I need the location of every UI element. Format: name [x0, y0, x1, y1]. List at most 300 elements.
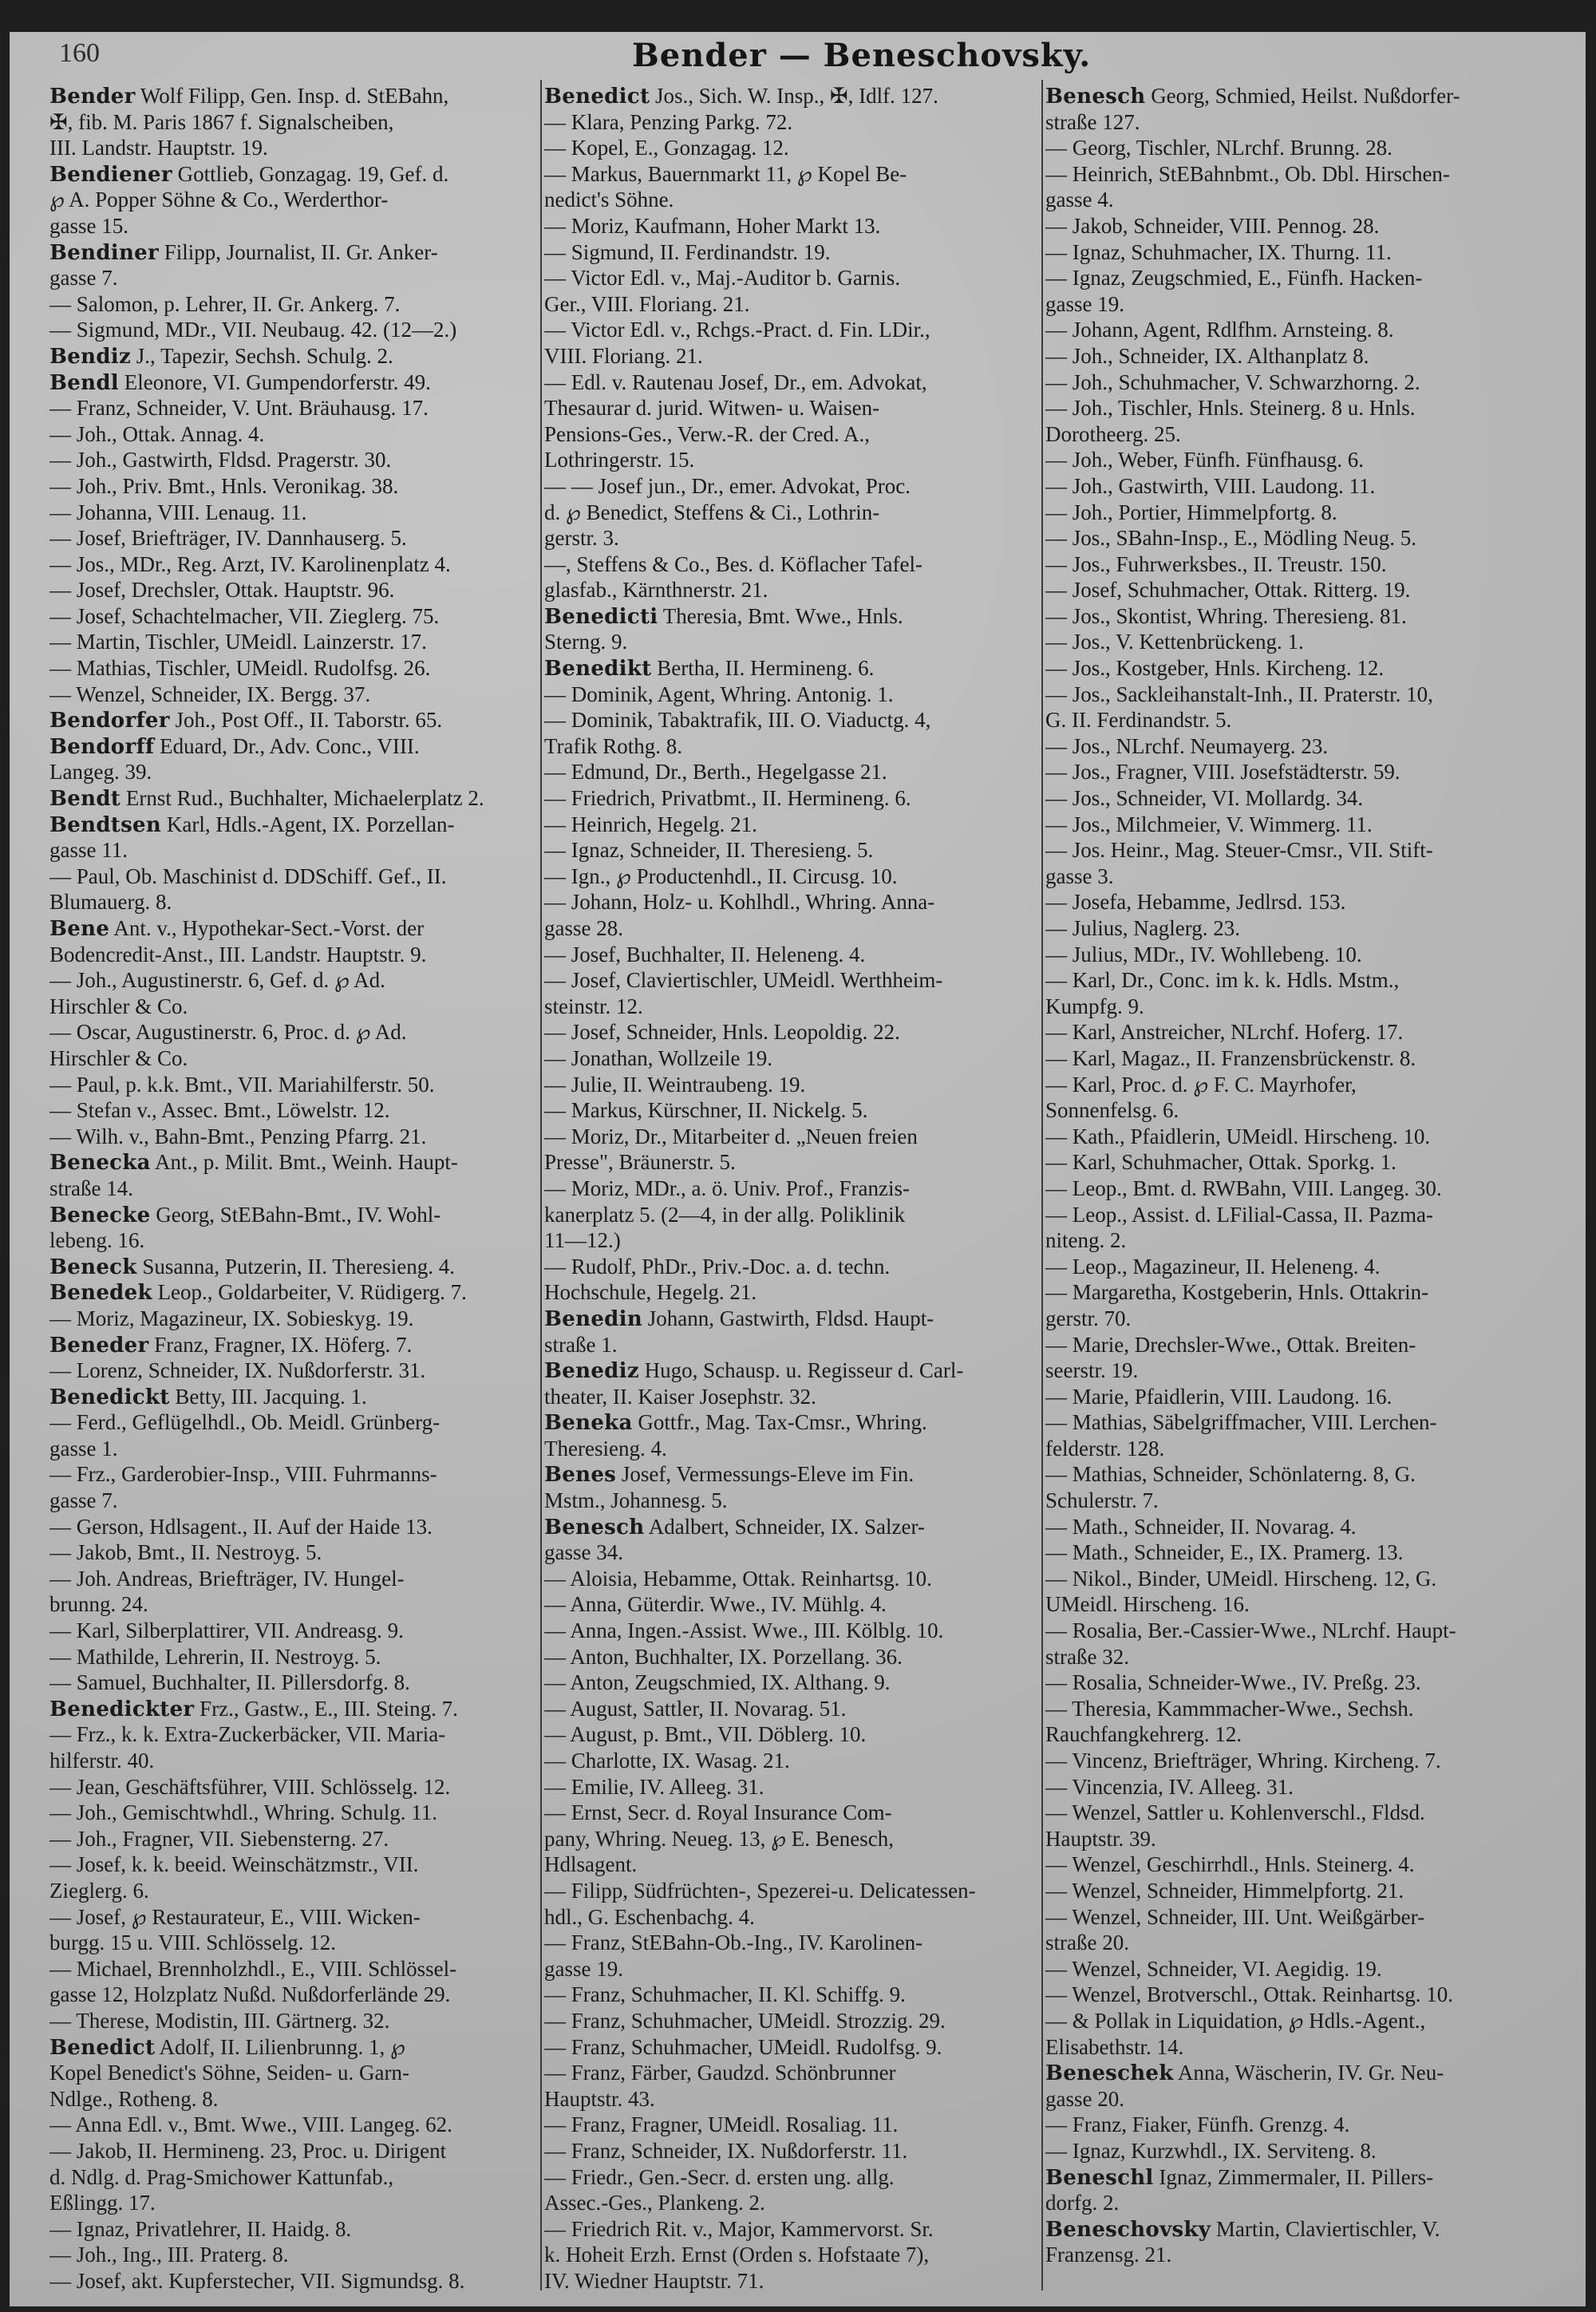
directory-entry-line	[49, 1097, 544, 1124]
directory-entry-line	[49, 551, 544, 578]
entry-text: — Jos., NLrchf. Neumayerg. 23.	[1045, 733, 1329, 758]
directory-entry-line	[1045, 1202, 1572, 1228]
directory-entry-line	[544, 500, 1043, 526]
entry-text: VIII. Floriang. 21.	[544, 343, 703, 368]
directory-entry-line	[1045, 1696, 1572, 1722]
directory-entry-line	[544, 2164, 1043, 2191]
directory-entry-head	[544, 1306, 1043, 1332]
entry-text: — Jos., Sackleihanstalt-Inh., II. Praterstr. 10,	[1045, 682, 1433, 706]
directory-entry-line	[544, 447, 1043, 473]
entry-text: UMeidl. Hirscheng. 16.	[1045, 1592, 1250, 1617]
entry-text: Hirschler & Co.	[49, 1045, 188, 1070]
directory-entry-line	[1045, 135, 1572, 161]
entry-text: — Julie, II. Weintraubeng. 19.	[544, 1072, 806, 1097]
directory-entry-head	[49, 370, 544, 396]
entry-text: — Joh., Weber, Fünfh. Fünfhausg. 6.	[1045, 448, 1364, 472]
entry-text: gasse 11.	[49, 838, 128, 863]
entry-text: straße 14.	[49, 1176, 133, 1200]
entry-text: — Josef, ℘ Restaurateur, E., VIII. Wicken-	[49, 1904, 421, 1929]
directory-entry-line	[1045, 1149, 1572, 1176]
entry-text: straße 1.	[544, 1332, 618, 1357]
entry-text: Presse", Bräunerstr. 5.	[544, 1150, 736, 1175]
entry-text: Pensions-Ges., Verw.-R. der Cred. A.,	[544, 421, 870, 446]
directory-entry-line	[1045, 2086, 1572, 2112]
directory-entry-line	[49, 1878, 544, 1904]
directory-entry-line	[1045, 2190, 1572, 2216]
directory-entry-line	[49, 1956, 544, 1982]
entry-text: — Jakob, II. Hermineng. 23, Proc. u. Dirigent	[49, 2138, 447, 2163]
entry-text: — Jos., Kostgeber, Hnls. Kircheng. 12.	[1045, 656, 1385, 681]
entry-text: — Marie, Pfaidlerin, VIII. Laudong. 16.	[1045, 1384, 1393, 1409]
directory-entry-line	[49, 2216, 544, 2243]
entry-text: — Jakob, Schneider, VIII. Pennog. 28.	[1045, 213, 1380, 238]
directory-entry-line	[1045, 1409, 1572, 1436]
entry-text: III. Landstr. Hauptstr. 19.	[49, 136, 268, 160]
entry-text: — Sigmund, II. Ferdinandstr. 19.	[544, 239, 831, 264]
entry-text: Trafik Rothg. 8.	[544, 733, 683, 758]
entry-text: — Jos., Schneider, VI. Mollardg. 34.	[1045, 786, 1364, 811]
directory-entry-line	[1045, 1227, 1572, 1254]
directory-entry-line	[49, 2008, 544, 2034]
directory-entry-line	[544, 2112, 1043, 2138]
directory-entry-line	[1045, 1748, 1572, 1774]
directory-entry-line	[544, 1384, 1043, 1410]
entry-text: Ndlge., Rotheng. 8.	[49, 2086, 219, 2111]
entry-text: Hdlsagent.	[544, 1852, 638, 1877]
entry-text: niteng. 2.	[1045, 1228, 1127, 1253]
surname-headword: Benes	[544, 1463, 617, 1488]
entry-text: — Moriz, Kaufmann, Hoher Markt 13.	[544, 213, 881, 238]
entry-text: —, Steffens & Co., Bes. d. Köflacher Tafel-	[544, 551, 923, 576]
directory-entry-head	[1045, 83, 1572, 109]
entry-text: — Jos., SBahn-Insp., E., Mödling Neug. 5.	[1045, 526, 1416, 551]
entry-text: steinstr. 12.	[544, 994, 643, 1018]
directory-entry-line	[1045, 2034, 1572, 2061]
directory-entry-line	[49, 967, 544, 994]
entry-text: Elisabethstr. 14.	[1045, 2034, 1184, 2059]
directory-entry-line	[49, 1019, 544, 1045]
directory-entry-line	[544, 629, 1043, 655]
directory-entry-line	[544, 942, 1043, 968]
directory-entry-line	[544, 733, 1043, 760]
entry-text: gasse 28.	[544, 916, 623, 940]
directory-entry-line	[544, 2008, 1043, 2034]
entry-text: — Ignaz, Zeugschmied, E., Fünfh. Hacken-	[1045, 266, 1423, 290]
surname-headword: Bene	[49, 917, 110, 941]
entry-text: burgg. 15 u. VIII. Schlösselg. 12.	[49, 1931, 336, 1955]
directory-entry-head	[49, 239, 544, 266]
directory-entry-line	[544, 343, 1043, 370]
column-3	[1045, 83, 1572, 2268]
entry-text: Kopel Benedict's Söhne, Seiden- u. Garn-	[49, 2061, 410, 2085]
directory-entry-line	[1045, 187, 1572, 213]
surname-headword: Beneck	[49, 1255, 137, 1279]
directory-entry-line	[1045, 2242, 1572, 2268]
entry-text: — Markus, Bauernmarkt 11, ℘ Kopel Be-	[544, 161, 907, 186]
directory-entry-line	[544, 1982, 1043, 2008]
entry-text: — Filipp, Südfrüchten-, Spezerei-u. Delicatessen-	[544, 1878, 976, 1903]
entry-text: — Josef, k. k. beeid. Weinschätzmstr., VII.	[49, 1852, 419, 1877]
directory-entry-line	[49, 837, 544, 864]
directory-entry-line	[544, 1332, 1043, 1358]
surname-headword: Bendtsen	[49, 812, 162, 837]
entry-text: — Samuel, Buchhalter, II. Pillersdorfg. 8.	[49, 1670, 410, 1695]
entry-text: — Mathias, Tischler, UMeidl. Rudolfsg. 26.	[49, 656, 431, 681]
entry-text: — Franz, Schuhmacher, UMeidl. Rudolfsg. 9.	[544, 2034, 942, 2059]
directory-entry-line	[49, 109, 544, 136]
entry-text: — Joh., Portier, Himmelpfortg. 8.	[1045, 500, 1337, 524]
directory-entry-line	[544, 1097, 1043, 1124]
directory-entry-line	[544, 759, 1043, 785]
directory-entry-line	[49, 629, 544, 655]
entry-text: — August, Sattler, II. Novarag. 51.	[544, 1696, 847, 1721]
directory-entry-line	[544, 967, 1043, 994]
entry-text: Hochschule, Hegelg. 21.	[544, 1280, 757, 1305]
entry-text: gasse 1.	[49, 1436, 118, 1460]
directory-entry-line	[49, 1852, 544, 1878]
entry-text: — Michael, Brennholzhdl., E., VIII. Schlössel-	[49, 1956, 457, 1981]
entry-text: — Kath., Pfaidlerin, UMeidl. Hirscheng. 10.	[1045, 1124, 1431, 1148]
entry-text: — Marie, Drechsler-Wwe., Ottak. Breiten-	[1045, 1332, 1416, 1357]
entry-text: — Math., Schneider, E., IX. Pramerg. 13.	[1045, 1540, 1404, 1565]
directory-entry-line	[49, 1670, 544, 1696]
entry-text: lebeng. 16.	[49, 1228, 145, 1253]
surname-headword: Bendiz	[49, 344, 132, 369]
entry-text: Hauptstr. 39.	[1045, 1826, 1156, 1851]
directory-entry-line	[1045, 1045, 1572, 1072]
directory-entry-line	[49, 1436, 544, 1462]
entry-text: Johann, Gastwirth, Fldsd. Haupt-	[642, 1306, 934, 1330]
surname-headword: Benedin	[544, 1306, 643, 1331]
entry-text: — Joh., Tischler, Hnls. Steinerg. 8 u. Hnls.	[1045, 396, 1416, 421]
directory-entry-line	[544, 473, 1043, 500]
entry-text: — Margaretha, Kostgeberin, Hnls. Ottakrin-	[1045, 1280, 1429, 1305]
entry-text: Langeg. 39.	[49, 760, 152, 784]
directory-entry-line	[49, 1800, 544, 1826]
directory-entry-line	[1045, 1826, 1572, 1852]
entry-text: Rauchfangkehrerg. 12.	[1045, 1722, 1242, 1747]
directory-entry-line	[1045, 1254, 1572, 1280]
directory-entry-line	[49, 2268, 544, 2294]
directory-entry-line	[49, 1488, 544, 1514]
entry-text: — Franz, Färber, Gaudzd. Schönbrunner	[544, 2061, 896, 2085]
directory-entry-line	[544, 1488, 1043, 1514]
entry-text: — Therese, Modistin, III. Gärtnerg. 32.	[49, 2008, 390, 2033]
directory-entry-line	[1045, 1461, 1572, 1488]
entry-text: — Wenzel, Geschirrhdl., Hnls. Steinerg. 4.	[1045, 1852, 1415, 1877]
entry-text: — Franz, Fiaker, Fünfh. Grenzg. 4.	[1045, 2112, 1350, 2137]
entry-text: Adalbert, Schneider, IX. Salzer-	[644, 1514, 925, 1539]
entry-text: — Rosalia, Schneider-Wwe., IV. Preßg. 23.	[1045, 1670, 1421, 1695]
directory-entry-line	[544, 317, 1043, 343]
entry-text: — Joh., Priv. Bmt., Hnls. Veronikag. 38.	[49, 473, 399, 498]
entry-text: — Franz, Schuhmacher, UMeidl. Strozzig. 29.	[544, 2008, 946, 2033]
directory-entry-line	[49, 1514, 544, 1540]
entry-text: — Julius, Naglerg. 23.	[1045, 916, 1240, 940]
directory-entry-line	[544, 1618, 1043, 1644]
entry-text: brunng. 24.	[49, 1592, 148, 1617]
entry-text: Sonnenfelsg. 6.	[1045, 1098, 1179, 1123]
entry-text: — Friedr., Gen.-Secr. d. ersten ung. allg.	[544, 2164, 895, 2189]
directory-entry-line	[544, 1279, 1043, 1306]
directory-entry-line	[1045, 1514, 1572, 1540]
entry-text: — Karl, Schuhmacher, Ottak. Sporkg. 1.	[1045, 1150, 1396, 1175]
entry-text: Ignaz, Zimmermaler, II. Pillers-	[1153, 2164, 1434, 2189]
entry-text: Eßlingg. 17.	[49, 2191, 156, 2215]
directory-entry-line	[1045, 239, 1572, 266]
directory-entry-line	[1045, 1384, 1572, 1410]
directory-entry-head	[49, 1202, 544, 1228]
directory-entry-line	[1045, 1097, 1572, 1124]
entry-text: — Jos. Heinr., Mag. Steuer-Cmsr., VII. Stift-	[1045, 838, 1433, 863]
entry-text: — Joh., Gastwirth, Fldsd. Pragerstr. 30.	[49, 448, 392, 472]
surname-headword: Benedict	[49, 2035, 156, 2060]
entry-text: — Math., Schneider, II. Novarag. 4.	[1045, 1514, 1357, 1539]
entry-text: Gottfr., Mag. Tax-Cmsr., Whring.	[632, 1410, 927, 1435]
directory-entry-line	[1045, 1930, 1572, 1956]
directory-entry-line	[1045, 785, 1572, 812]
directory-entry-line	[49, 1644, 544, 1670]
directory-entry-line	[1045, 1591, 1572, 1618]
directory-entry-line	[1045, 1124, 1572, 1150]
entry-text: — Dominik, Tabaktrafik, III. O. Viaductg. 4,	[544, 708, 931, 733]
entry-text: — Klara, Penzing Parkg. 72.	[544, 109, 793, 134]
surname-headword: Bendorff	[49, 734, 155, 759]
entry-text: — Karl, Dr., Conc. im k. k. Hdls. Mstm.,	[1045, 968, 1400, 993]
surname-headword: Bendt	[49, 787, 121, 812]
entry-text: — Jos., Milchmeier, V. Wimmerg. 11.	[1045, 812, 1373, 836]
directory-entry-line	[544, 994, 1043, 1020]
directory-entry-line	[1045, 343, 1572, 370]
entry-text: — Joh. Andreas, Briefträger, IV. Hungel-	[49, 1566, 405, 1591]
entry-text: dorfg. 2.	[1045, 2191, 1120, 2215]
directory-entry-line	[544, 525, 1043, 551]
directory-entry-head	[49, 812, 544, 838]
entry-text: Karl, Hdls.-Agent, IX. Porzellan-	[161, 812, 455, 836]
entry-text: — Franz, StEBahn-Ob.-Ing., IV. Karolinen-	[544, 1931, 923, 1955]
entry-text: Theresieng. 4.	[544, 1436, 667, 1460]
directory-entry-line	[544, 2086, 1043, 2112]
surname-headword: Beneschl	[1045, 2165, 1154, 2190]
directory-entry-line	[49, 1358, 544, 1384]
directory-entry-line	[49, 1774, 544, 1800]
entry-text: theater, II. Kaiser Josephstr. 32.	[544, 1384, 816, 1409]
directory-entry-line	[544, 2242, 1043, 2268]
directory-entry-line	[49, 1072, 544, 1098]
entry-text: — Franz, Schneider, IX. Nußdorferstr. 11.	[544, 2138, 908, 2163]
directory-entry-line	[49, 2138, 544, 2164]
entry-text: J., Tapezir, Sechsh. Schulg. 2.	[131, 343, 393, 368]
directory-entry-line	[544, 2138, 1043, 2164]
entry-text: — Jos., V. Kettenbrückeng. 1.	[1045, 630, 1304, 654]
entry-text: — Frz., k. k. Extra-Zuckerbäcker, VII. Maria-	[49, 1722, 446, 1747]
entry-text: Betty, III. Jacquing. 1.	[169, 1384, 367, 1409]
entry-text: — Moriz, MDr., a. ö. Univ. Prof., Franzis-	[544, 1176, 910, 1200]
entry-text: — Rudolf, PhDr., Priv.-Doc. a. d. techn.	[544, 1254, 891, 1279]
directory-entry-line	[1045, 1436, 1572, 1462]
directory-entry-line	[1045, 759, 1572, 785]
directory-entry-line	[49, 525, 544, 551]
entry-text: Sterng. 9.	[544, 630, 628, 654]
directory-entry-line	[49, 1409, 544, 1436]
directory-entry-line	[1045, 1566, 1572, 1592]
entry-text: — Julius, MDr., IV. Wohllebeng. 10.	[1045, 942, 1362, 966]
entry-text: — Stefan v., Assec. Bmt., Löwelstr. 12.	[49, 1098, 390, 1123]
entry-text: — Johann, Holz- u. Kohlhdl., Whring. Anna-	[544, 890, 935, 915]
directory-entry-line	[544, 2034, 1043, 2061]
directory-entry-line	[544, 2216, 1043, 2243]
entry-text: — Joh., Gemischtwhdl., Whring. Schulg. 11.	[49, 1800, 437, 1825]
directory-entry-line	[49, 1045, 544, 1072]
directory-entry-line	[1045, 1982, 1572, 2008]
directory-entry-line	[1045, 1800, 1572, 1826]
entry-text: — — Josef jun., Dr., emer. Advokat, Proc.	[544, 473, 911, 498]
directory-entry-line	[1045, 577, 1572, 603]
directory-entry-line	[1045, 994, 1572, 1020]
directory-entry-head	[1045, 2164, 1572, 2191]
surname-headword: Benesch	[544, 1515, 645, 1539]
entry-text: Georg, Schmied, Heilst. Nußdorfer-	[1145, 84, 1460, 108]
directory-entry-line	[544, 1176, 1043, 1202]
directory-entry-line	[49, 2164, 544, 2191]
entry-text: Zieglerg. 6.	[49, 1878, 149, 1903]
directory-entry-line	[1045, 1721, 1572, 1748]
entry-text: glasfab., Kärnthnerstr. 21.	[544, 578, 768, 603]
entry-text: Lothringerstr. 15.	[544, 448, 695, 472]
entry-text: straße 32.	[1045, 1644, 1129, 1669]
entry-text: — Dominik, Agent, Whring. Antonig. 1.	[544, 682, 894, 706]
entry-text: Joh., Post Off., II. Taborstr. 65.	[169, 708, 443, 733]
entry-text: — Jos., Fuhrwerksbes., II. Treustr. 150.	[1045, 551, 1387, 576]
surname-headword: Bender	[49, 85, 136, 109]
directory-entry-line	[544, 864, 1043, 890]
directory-entry-line	[1045, 370, 1572, 396]
directory-entry-line	[1045, 551, 1572, 578]
entry-text: Bodencredit-Anst., III. Landstr. Hauptstr. 9.	[49, 942, 427, 966]
surname-headword: Benedicti	[544, 604, 658, 629]
directory-entry-line	[544, 1202, 1043, 1228]
entry-text: Schulerstr. 7.	[1045, 1488, 1159, 1513]
entry-text: Wolf Filipp, Gen. Insp. d. StEBahn,	[135, 84, 449, 108]
directory-entry-line	[49, 759, 544, 785]
directory-entry-line	[1045, 837, 1572, 864]
directory-entry-line	[49, 2242, 544, 2268]
directory-entry-line	[1045, 629, 1572, 655]
entry-text: — Leop., Magazineur, II. Heleneng. 4.	[1045, 1254, 1381, 1279]
page-number: 160	[59, 38, 100, 68]
directory-entry-line	[544, 2268, 1043, 2294]
entry-text: d. ℘ Benedict, Steffens & Ci., Lothrin-	[544, 500, 880, 524]
directory-entry-line	[49, 1904, 544, 1931]
entry-text: Franzensg. 21.	[1045, 2243, 1172, 2267]
directory-entry-line	[544, 395, 1043, 421]
directory-entry-line	[49, 1566, 544, 1592]
directory-entry-line	[49, 265, 544, 291]
directory-entry-line	[49, 395, 544, 421]
directory-entry-line	[1045, 1358, 1572, 1384]
entry-text: Mstm., Johannesg. 5.	[544, 1488, 728, 1513]
directory-entry-line	[1045, 109, 1572, 136]
directory-entry-line	[49, 1591, 544, 1618]
entry-text: — Josef, Schneider, Hnls. Leopoldig. 22.	[544, 1020, 900, 1045]
directory-entry-line	[1045, 317, 1572, 343]
entry-text: — Markus, Kürschner, II. Nickelg. 5.	[544, 1098, 868, 1123]
directory-entry-line	[1045, 1176, 1572, 1202]
entry-text: — Nikol., Binder, UMeidl. Hirscheng. 12, G.	[1045, 1566, 1437, 1591]
directory-entry-line	[49, 447, 544, 473]
entry-text: — Anna, Ingen.-Assist. Wwe., III. Kölblg. 10.	[544, 1618, 944, 1643]
surname-headword: Benediz	[544, 1359, 639, 1384]
entry-text: kanerplatz 5. (2—4, in der allg. Poliklinik	[544, 1202, 906, 1227]
entry-text: — Kopel, E., Gonzagag. 12.	[544, 136, 789, 160]
directory-entry-line	[544, 889, 1043, 915]
directory-entry-line	[544, 1436, 1043, 1462]
directory-entry-line	[544, 577, 1043, 603]
entry-text: Jos., Sich. W. Insp., ✠, Idlf. 127.	[650, 84, 938, 108]
entry-text: Leop., Goldarbeiter, V. Rüdigerg. 7.	[152, 1280, 467, 1305]
entry-text: seerstr. 19.	[1045, 1358, 1139, 1383]
surname-headword: Benedickter	[49, 1697, 195, 1721]
directory-entry-line	[1045, 447, 1572, 473]
entry-text: Gottlieb, Gonzagag. 19, Gef. d.	[172, 161, 449, 186]
entry-text: — Franz, Schneider, V. Unt. Bräuhausg. 17.	[49, 396, 429, 421]
entry-text: — Josef, akt. Kupferstecher, VII. Sigmundsg. 8.	[49, 2268, 465, 2293]
entry-text: Hirschler & Co.	[49, 994, 188, 1018]
entry-text: — Ignaz, Schuhmacher, IX. Thurng. 11.	[1045, 239, 1392, 264]
directory-entry-line	[49, 864, 544, 890]
running-title: Bender — Beneschovsky.	[632, 37, 1092, 74]
entry-text: — Victor Edl. v., Rchgs.-Pract. d. Fin. LDir.,	[544, 318, 930, 342]
directory-entry-line	[544, 1956, 1043, 1982]
directory-entry-head	[544, 655, 1043, 682]
surname-headword: Beneschovsky	[1045, 2217, 1211, 2242]
entry-text: hdl., G. Eschenbachg. 4.	[544, 1904, 755, 1929]
directory-entry-line	[49, 187, 544, 213]
directory-entry-line	[49, 500, 544, 526]
entry-text: — Jos., Fragner, VIII. Josefstädterstr. 59.	[1045, 760, 1400, 784]
directory-entry-line	[1045, 1279, 1572, 1306]
entry-text: Hauptstr. 43.	[544, 2086, 655, 2111]
entry-text: — Johanna, VIII. Lenaug. 11.	[49, 500, 307, 524]
entry-text: — Heinrich, Hegelg. 21.	[544, 812, 757, 836]
entry-text: Filipp, Journalist, II. Gr. Anker-	[159, 239, 438, 264]
surname-headword: Bendorfer	[49, 709, 170, 733]
column-2	[544, 83, 1043, 2294]
directory-entry-line	[544, 1566, 1043, 1592]
directory-entry-line	[544, 1670, 1043, 1696]
entry-text: — Karl, Proc. d. ℘ F. C. Mayrhofer,	[1045, 1072, 1357, 1097]
directory-entry-line	[1045, 1644, 1572, 1670]
entry-text: d. Ndlg. d. Prag-Smichower Kattunfab.,	[49, 2164, 394, 2189]
directory-entry-line	[49, 1748, 544, 1774]
entry-text: — Gerson, Hdlsagent., II. Auf der Haide 13.	[49, 1514, 433, 1539]
entry-text: gasse 15.	[49, 213, 128, 238]
entry-text: — Rosalia, Ber.-Cassier-Wwe., NLrchf. Haupt-	[1045, 1618, 1456, 1643]
directory-entry-line	[1045, 733, 1572, 760]
directory-entry-line	[1045, 2112, 1572, 2138]
entry-text: — Salomon, p. Lehrer, II. Gr. Ankerg. 7.	[49, 291, 401, 316]
entry-text: Georg, StEBahn-Bmt., IV. Wohl-	[150, 1202, 441, 1227]
entry-text: — Paul, p. k.k. Bmt., VII. Mariahilferstr. 50.	[49, 1072, 435, 1097]
directory-entry-line	[49, 2190, 544, 2216]
directory-entry-line	[49, 1124, 544, 1150]
directory-entry-head	[544, 1461, 1043, 1488]
entry-text: — Leop., Assist. d. LFilial-Cassa, II. Pazma-	[1045, 1202, 1433, 1227]
surname-headword: Bendl	[49, 370, 119, 395]
entry-text: gasse 19.	[1045, 291, 1124, 316]
entry-text: — Wenzel, Schneider, III. Unt. Weißgärber-	[1045, 1904, 1425, 1929]
directory-entry-head	[1045, 2216, 1572, 2243]
